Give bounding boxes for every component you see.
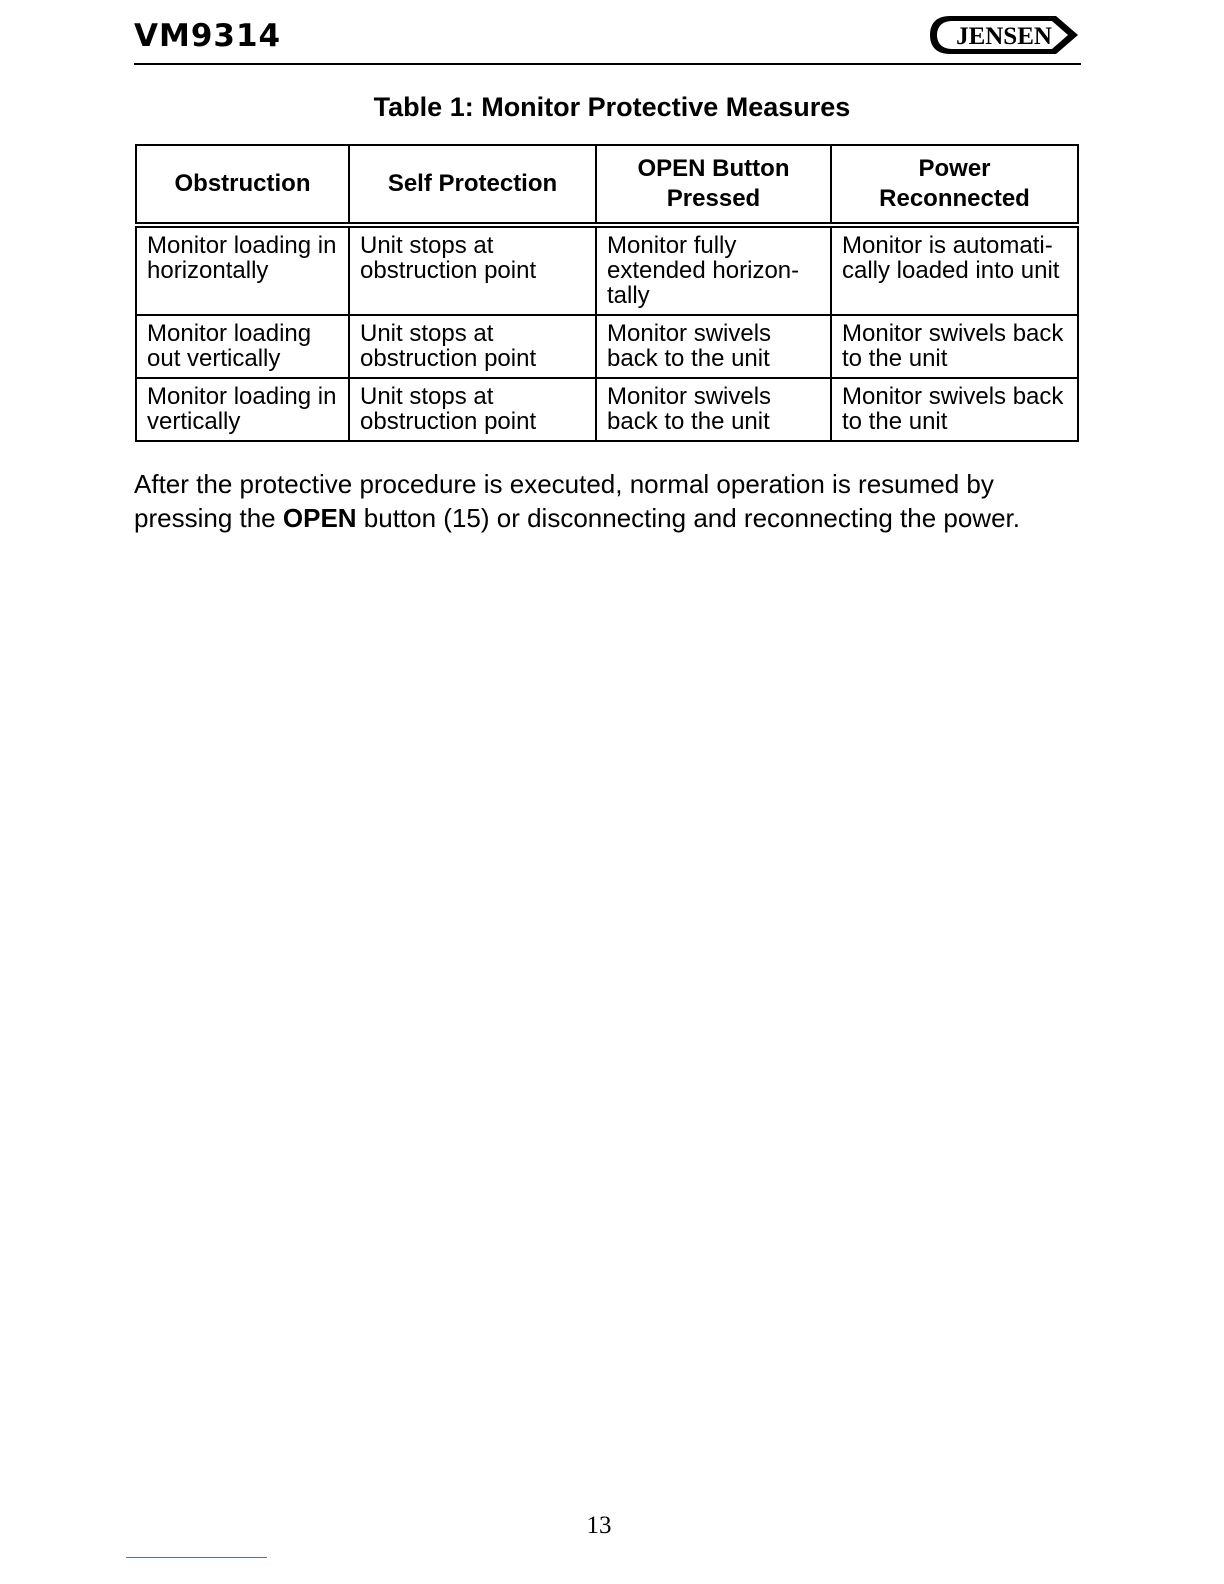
table-cell: Monitor loading in horizontally <box>136 225 349 315</box>
column-header-self-protection: Self Protection <box>349 145 596 225</box>
column-header-obstruction: Obstruction <box>136 145 349 225</box>
table-row <box>136 378 1078 441</box>
column-header-power-reconnected: Power Reconnected <box>831 145 1078 225</box>
page-number: 13 <box>586 1512 612 1539</box>
svg-text:JENSEN: JENSEN <box>956 23 1052 50</box>
open-button-reference: OPEN <box>282 503 357 533</box>
table-cell: Monitor loading out vertically <box>136 315 349 378</box>
model-name: VM9314 <box>134 18 282 54</box>
protective-measures-table <box>135 144 1079 442</box>
body-paragraph <box>134 467 1094 535</box>
column-header-open-button-pressed: OPEN Button Pressed <box>596 145 831 225</box>
table-row <box>136 315 1078 378</box>
jensen-logo <box>928 12 1080 58</box>
table-cell: Unit stops at obstruction point <box>349 225 596 315</box>
table-cell: Monitor swivels back to the unit <box>596 378 831 441</box>
body-text-start: After the protective procedure is executed, normal operation is resumed by pressing the <box>134 469 994 533</box>
table-cell: Monitor swivels back to the unit <box>596 315 831 378</box>
table-cell: Unit stops at obstruction point <box>349 315 596 378</box>
table-header-row <box>136 145 1078 225</box>
table-cell: Unit stops at obstruction point <box>349 378 596 441</box>
table-cell: Monitor loading in vertically <box>136 378 349 441</box>
body-text-end: button (15) or disconnecting and reconnecting the power. <box>356 503 1020 533</box>
table-cell: Monitor is automati-cally loaded into unit <box>831 225 1078 315</box>
table-row <box>136 225 1078 315</box>
footer-divider <box>126 1557 267 1558</box>
table-title: Table 1: Monitor Protective Measures <box>373 92 851 122</box>
table-cell: Monitor fully extended horizon-tally <box>596 225 831 315</box>
table-cell: Monitor swivels back to the unit <box>831 315 1078 378</box>
header-divider <box>134 63 1081 65</box>
table-cell: Monitor swivels back to the unit <box>831 378 1078 441</box>
